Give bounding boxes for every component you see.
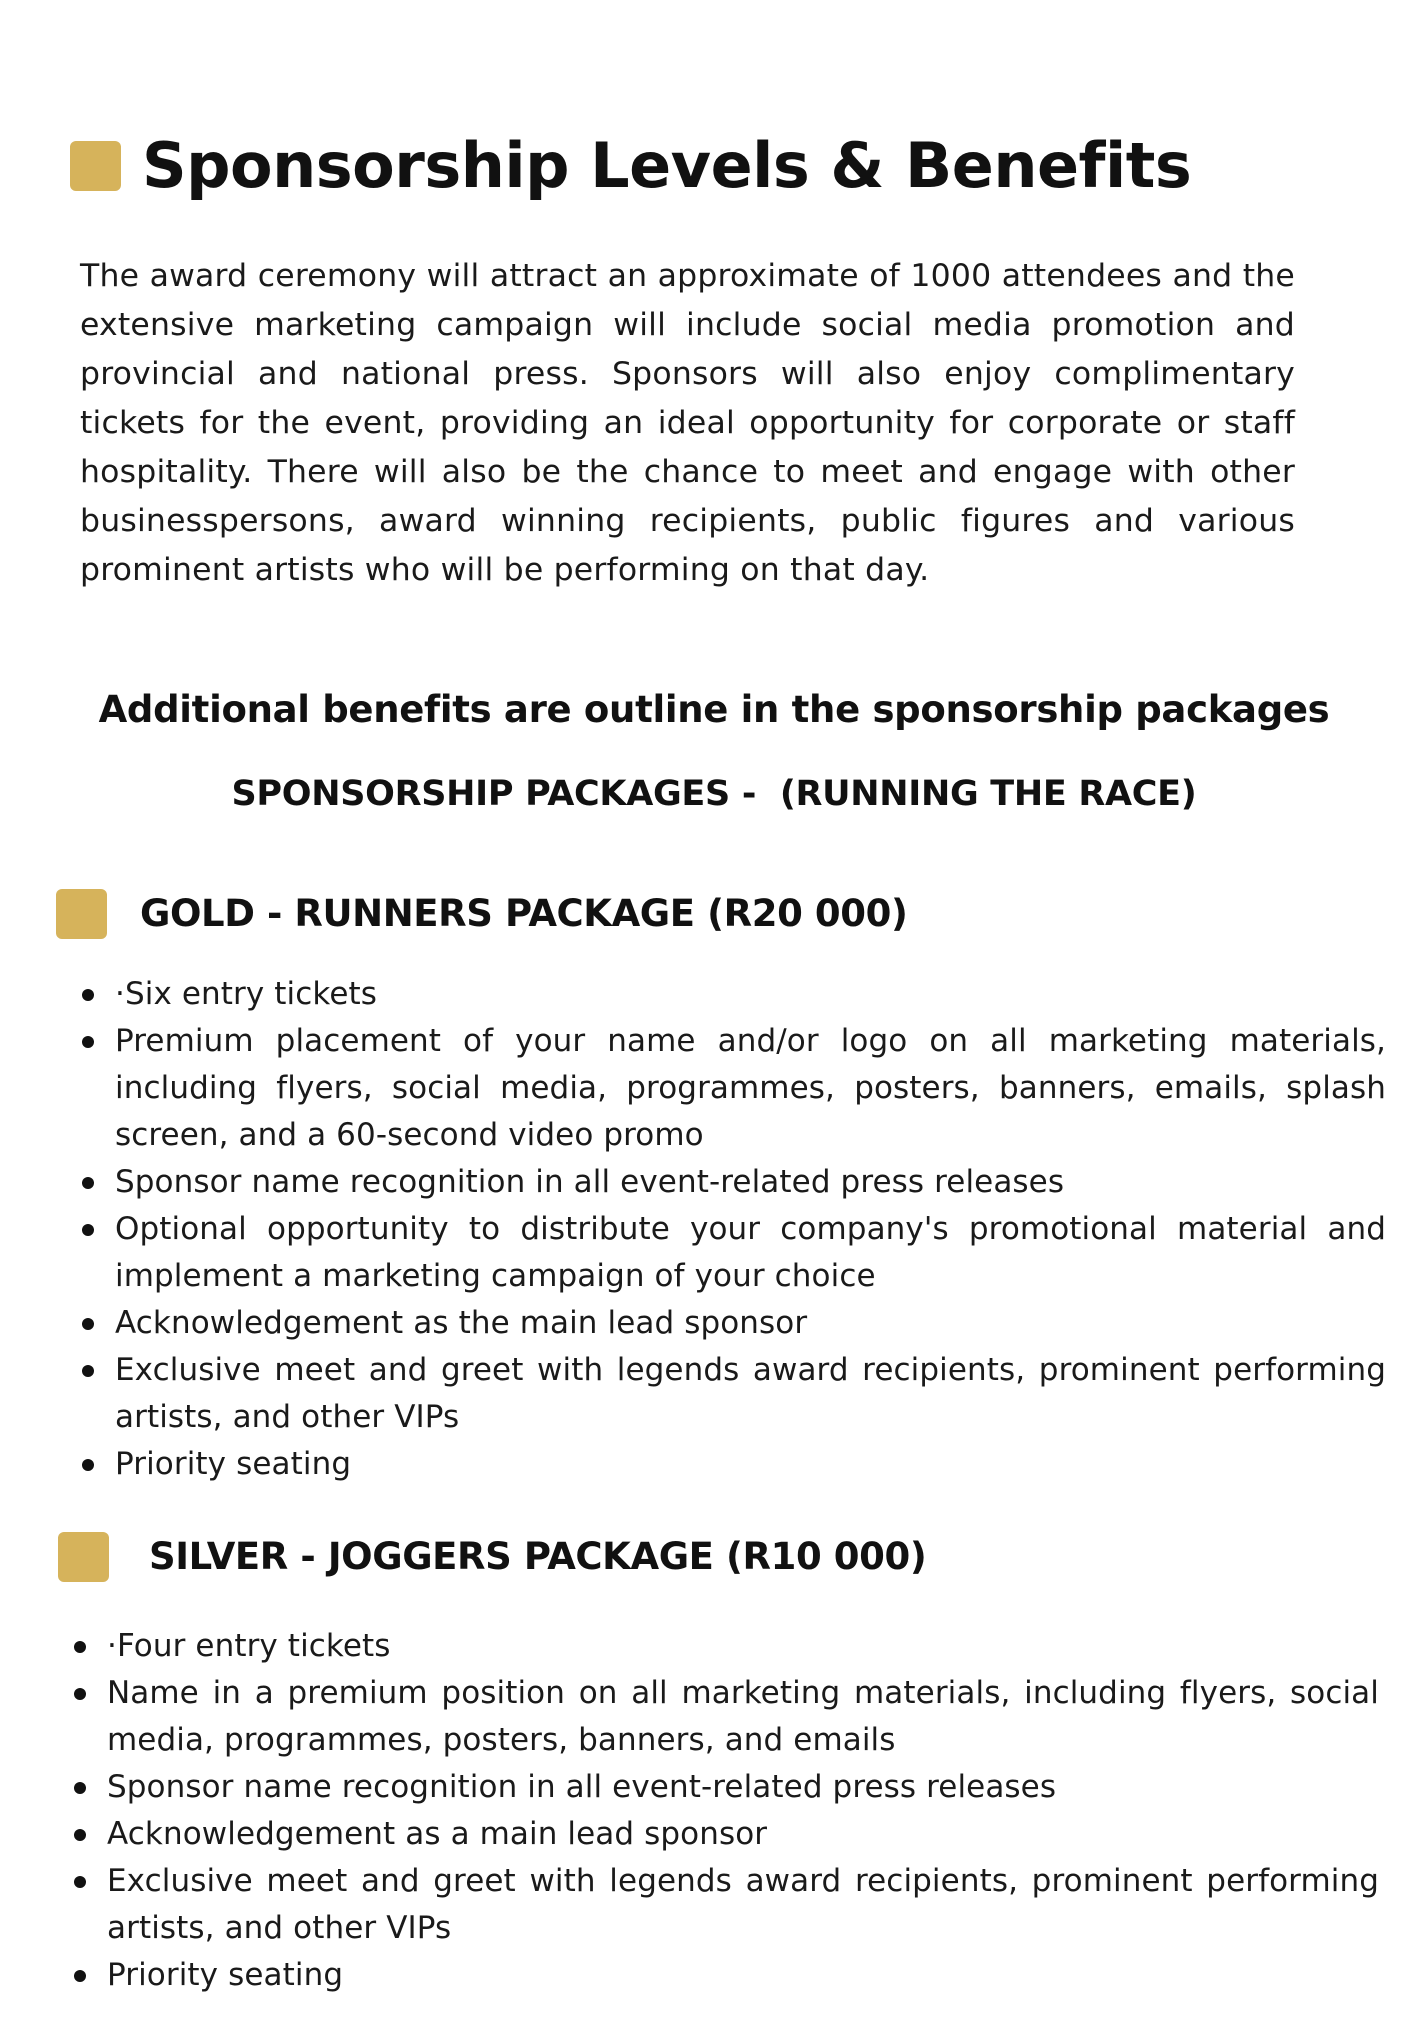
list-item: Sponsor name recognition in all event-related press releases bbox=[74, 1764, 1379, 1811]
list-item: Acknowledgement as a main lead sponsor bbox=[74, 1811, 1379, 1858]
page-title: Sponsorship Levels & Benefits bbox=[142, 129, 1192, 202]
packages-heading: SPONSORSHIP PACKAGES - (RUNNING THE RACE) bbox=[231, 774, 1197, 814]
gold-benefits-list bbox=[82, 971, 1386, 1488]
list-item: ·Six entry tickets bbox=[82, 971, 1386, 1018]
silver-square-icon bbox=[58, 1532, 109, 1582]
list-item: Priority seating bbox=[82, 1441, 1386, 1488]
gold-square-icon bbox=[56, 889, 107, 939]
list-item: Optional opportunity to distribute your company's promotional material and implement a marketing campaign of your choice bbox=[82, 1206, 1386, 1300]
list-item: Premium placement of your name and/or logo on all marketing materials, including flyers, social media, programmes, posters, banners, emails, splash screen, and a 60-second video promo bbox=[82, 1018, 1386, 1159]
list-item: Acknowledgement as the main lead sponsor bbox=[82, 1300, 1386, 1347]
list-item: Name in a premium position on all marketing materials, including flyers, social media, programmes, posters, banners, and emails bbox=[74, 1670, 1379, 1764]
silver-package-title: SILVER - JOGGERS PACKAGE (R10 000) bbox=[149, 1535, 927, 1578]
intro-paragraph: The award ceremony will attract an approximate of 1000 attendees and the extensive marketing campaign will include social media promotion and provincial and national press. Sponsors will also enjoy complimentary tickets for the event, providing an ideal opportunity for corporate or staff hospitality. There will also be the chance to meet and engage with other businesspersons, award winning recipients, public figures and various prominent artists who will be performing on that day. bbox=[80, 258, 1295, 588]
list-item: Exclusive meet and greet with legends award recipients, prominent performing artists, and other VIPs bbox=[82, 1347, 1386, 1441]
gold-package-title: GOLD - RUNNERS PACKAGE (R20 000) bbox=[140, 892, 908, 935]
list-item: Priority seating bbox=[74, 1952, 1379, 1999]
list-item: Exclusive meet and greet with legends award recipients, prominent performing artists, and other VIPs bbox=[74, 1858, 1379, 1952]
additional-benefits-heading: Additional benefits are outline in the sponsorship packages bbox=[98, 688, 1330, 731]
heading-square-icon bbox=[70, 141, 121, 191]
list-item: Sponsor name recognition in all event-related press releases bbox=[82, 1159, 1386, 1206]
list-item: ·Four entry tickets bbox=[74, 1623, 1379, 1670]
silver-benefits-list bbox=[74, 1623, 1379, 1999]
